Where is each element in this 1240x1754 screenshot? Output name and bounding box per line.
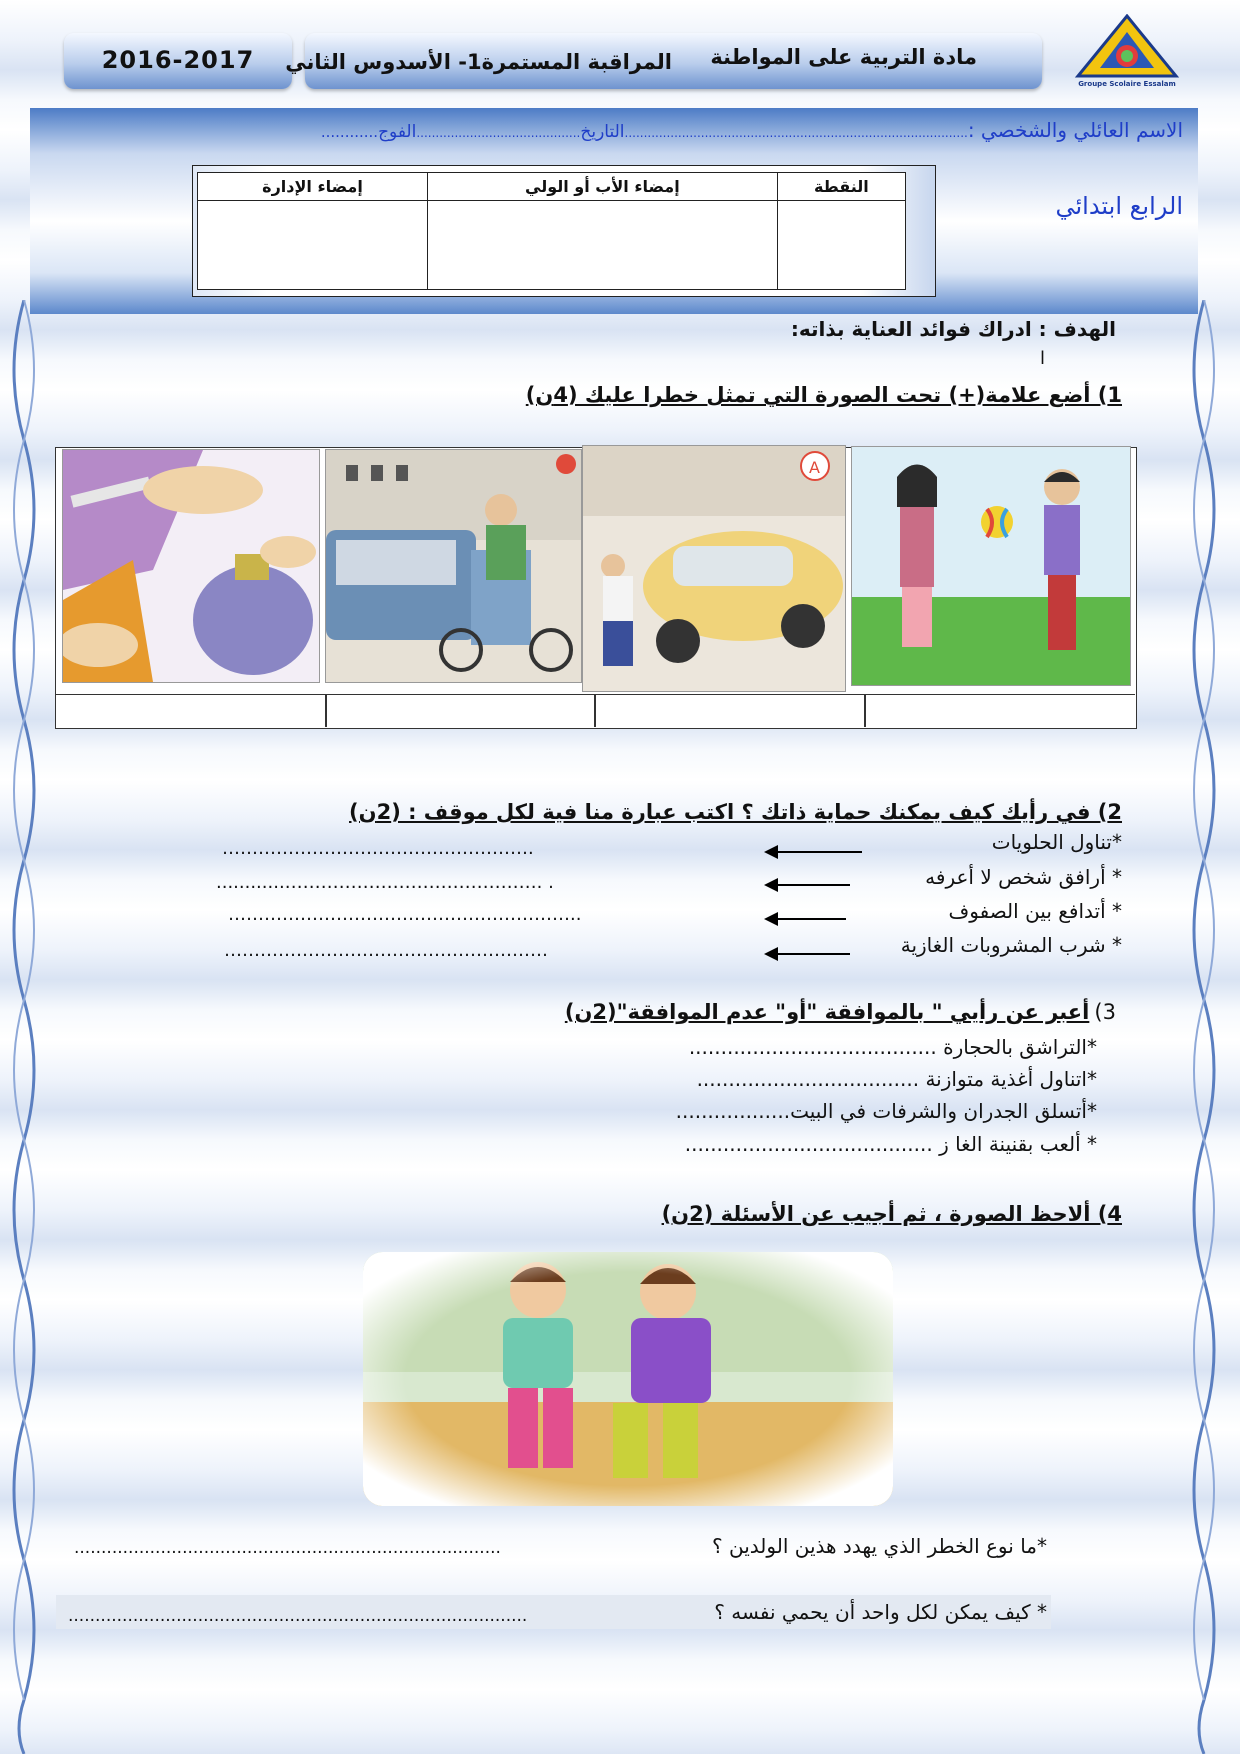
q1-answer-cell-4[interactable] [866, 696, 1132, 726]
admin-signature-cell[interactable] [198, 201, 428, 290]
assessment-title: المراقبة المستمرة1- الأسدوس الثاني [285, 50, 672, 74]
q3-item-2[interactable]: *اتناول أغذية متوازنة ................................... [696, 1067, 1097, 1091]
parent-signature-cell[interactable] [427, 201, 777, 290]
school-year: 2016-2017 [101, 46, 255, 74]
objective-text: ادراك فوائد العناية بذاته: [790, 317, 1032, 341]
q4-answer-2[interactable]: ..................................................................................... [68, 1606, 528, 1626]
group-label: الفوج [378, 122, 417, 142]
right-wave-decoration [1184, 300, 1224, 1754]
grade-level: الرابع ابتدائي [1055, 192, 1183, 220]
q4-answer-1[interactable]: ............................................................................... [74, 1538, 501, 1558]
subject-title: مادة التربية على المواطنة [710, 45, 977, 69]
svg-text:A: A [809, 458, 820, 477]
group-field[interactable]: ............ [320, 123, 379, 141]
q2-arrow-4 [766, 953, 850, 955]
q4-title: 4) ألاحظ الصورة ، ثم أجيب عن الأسئلة (2ن) [661, 1202, 1122, 1226]
q2-arrow-1 [766, 851, 862, 853]
logo-caption: Groupe Scolaire Essalam [1078, 80, 1176, 88]
date-field[interactable]: ........................................... [416, 126, 581, 140]
signature-frame [192, 165, 936, 297]
q4-question-1: *ما نوع الخطر الذي يهدد هذين الولدين ؟ [712, 1534, 1047, 1558]
objective-label: الهدف : [1038, 317, 1116, 341]
q3-item-3[interactable]: *أتسلق الجدران والشرفات في البيت.................. [675, 1099, 1097, 1123]
q2-answer-2[interactable]: ............……………………………………. . [216, 872, 554, 893]
q3-item-1[interactable]: *التراشق بالحجارة ....................................... [688, 1035, 1097, 1059]
q1-answer-cell-1[interactable] [57, 696, 323, 726]
q2-arrow-3 [766, 918, 846, 920]
objective [791, 317, 1116, 341]
q2-answer-1[interactable]: ……………………………………………. [222, 838, 534, 859]
picture-boys-fighting [363, 1252, 893, 1506]
score-header: النقطة [777, 173, 905, 201]
q3-number: 3) [1094, 1000, 1116, 1024]
q1-answer-cell-2[interactable] [327, 696, 593, 726]
picture-kids-ball [851, 446, 1131, 686]
score-cell[interactable] [777, 201, 905, 290]
title-box [285, 33, 1042, 89]
q2-answer-3[interactable]: ………………………………………………….. [228, 904, 582, 925]
name-label: الاسم العائلي والشخصي : [967, 118, 1183, 142]
q3-heading [565, 1000, 1116, 1024]
parent-signature-header: إمضاء الأب أو الولي [427, 173, 777, 201]
picture-car-door-cyclist [325, 449, 582, 683]
signature-table [197, 172, 906, 290]
q1-answer-cell-3[interactable] [596, 696, 862, 726]
logo-triangle-icon [1072, 14, 1182, 84]
date-label: التاريخ [580, 122, 625, 142]
q2-title: 2) في رأيك كيف يمكنك حماية ذاتك ؟ اكتب عبارة منا فية لكل موقف : (2ن) [349, 800, 1122, 824]
q3-item-4[interactable]: * ألعب بقنينة الغا ز ....................................... [684, 1132, 1097, 1156]
q2-answer-4[interactable]: ……………………………………………… [224, 940, 548, 961]
student-info-line [321, 118, 1183, 142]
left-wave-decoration [4, 300, 44, 1754]
school-logo [1072, 14, 1182, 94]
q2-item-1: *تناول الحلويات [991, 830, 1122, 854]
stray-mark: ا [1040, 348, 1046, 369]
q2-arrow-2 [766, 884, 850, 886]
year-box [64, 33, 292, 89]
q2-item-3: * أتدافع بين الصفوف [948, 899, 1122, 923]
q4-question-2: * كيف يمكن لكل واحد أن يحمي نفسه ؟ [714, 1600, 1047, 1624]
q1-title: 1) أضع علامة(+) تحت الصورة التي تمثل خطرا عليك (4ن) [525, 383, 1122, 407]
name-field[interactable]: .......................................................................................... [624, 126, 968, 140]
admin-signature-header: إمضاء الإدارة [198, 173, 428, 201]
q2-item-2: * أرافق شخص لا أعرفه [925, 865, 1122, 889]
q3-title: أعبر عن رأيي " بالموافقة "أو" عدم الموافقة"(2ن) [564, 1000, 1090, 1024]
picture-child-behind-car [582, 445, 846, 692]
picture-knife-gas [62, 449, 320, 683]
q2-item-4: * شرب المشروبات الغازية [900, 933, 1122, 957]
